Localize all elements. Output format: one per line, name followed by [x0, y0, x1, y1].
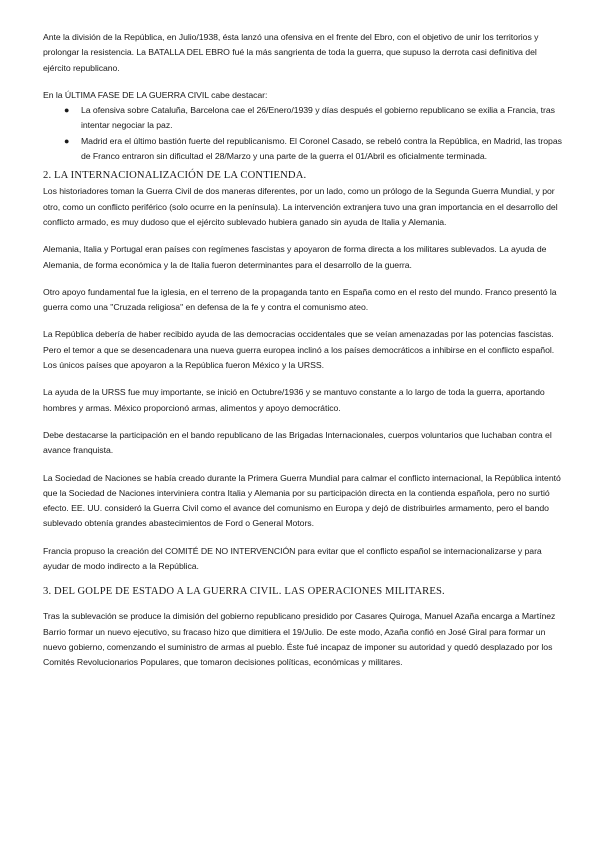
section-2-heading: 2. LA INTERNACIONALIZACIÓN DE LA CONTIENDA.: [43, 170, 307, 182]
body-paragraph: Alemania, Italia y Portugal eran países con regímenes fascistas y apoyaron de forma directa a los militares sublevados. La ayuda de Alemania, de forma económica y la de Italia fueron determinantes para el desarrollo de la guerra.: [43, 244, 547, 270]
body-paragraph: Tras la sublevación se produce la dimisión del gobierno republicano presidido por Casares Quiroga, Manuel Azaña encarga a Martínez Barrio formar un nuevo ejecutivo, su fracaso hizo que dimitiera el 19/Julio. De este modo, Azaña confió en José Giral para formar un nuevo gobierno, comenzando el suministro de armas al pueblo. Éste fué incapaz de imponer su autoridad y quedó desplazado por los Comités Revolucionarios Populares, que tomaron decisiones políticas, económicas y militares.: [43, 611, 556, 668]
intro-paragraph: Ante la división de la República, en Julio/1938, ésta lanzó una ofensiva en el frente del Ebro, con el objetivo de unir los territorios y prolongar la resistencia. La BATALLA DEL EBRO fué la más sangrienta de toda la guerra, que supuso la derrota casi definitiva del ejército republicano.: [43, 32, 539, 73]
final-phase-paragraph: En la ÚLTIMA FASE DE LA GUERRA CIVIL cabe destacar:: [43, 89, 268, 100]
final-phase-list: [43, 103, 562, 164]
body-paragraph: Debe destacarse la participación en el bando republicano de las Brigadas Internacionales, cuerpos voluntarios que luchaban contra el avance franquista.: [43, 429, 552, 456]
bullet-icon: ●: [64, 135, 70, 146]
body-paragraph: La República debería de haber recibido ayuda de las democracias occidentales que se veían amenazadas por las potencias fascistas. Pero el temor a que se desencadenara una nueva guerra europea inclinó a los países democráticos a inhibirse en el conflicto español. Los únicos países que apoyaron a la República fueron México y la URSS.: [43, 329, 555, 371]
bullet-icon: ●: [64, 105, 70, 116]
body-paragraph: Los historiadores toman la Guerra Civil de dos maneras diferentes, por un lado, como un prólogo de la Segunda Guerra Mundial, y por otro, como un conflicto periférico (solo ocurre en la península). La intervención extranjera tuvo una gran importancia en el desarrollo del conflicto armado, es muy dudoso que el ejército sublevado hubiera ganado sin ayuda de Italia y Alemania.: [43, 186, 558, 227]
list-item-text: Madrid era el último bastión fuerte del republicanismo. El Coronel Casado, se rebeló contra la República, en Madrid, las tropas de Franco entraron sin dificultad el 28/Marzo y una parte de la guerra el 01/Abril es oficialmente terminada.: [81, 135, 562, 162]
list-item: [64, 134, 562, 165]
body-paragraph: La ayuda de la URSS fue muy importante, se inició en Octubre/1936 y se mantuvo constante a lo largo de toda la guerra, aportando hombres y armas. México proporcionó armas, alimentos y apoyo democrático.: [43, 387, 545, 413]
body-paragraph: La Sociedad de Naciones se había creado durante la Primera Guerra Mundial para calmar el conflicto internacional, la República intentó que la Sociedad de Naciones interviniera contra Italia y Alemania por su participación directa en la contienda española, pero no surtió efecto. EE. UU. consideró la Guerra Civil como el avance del comunismo en Europa y dejó de distribuirles armamento, pero el bando sublevado obtenía grandes abastecimientos de Ford o General Motors.: [43, 472, 561, 529]
body-paragraph: Francia propuso la creación del COMITÉ DE NO INTERVENCIÓN para evitar que el conflicto español se internacionalizarse y para ayudar de modo indirecto a la República.: [43, 545, 542, 572]
list-item: [64, 103, 562, 134]
section-3-heading: 3. DEL GOLPE DE ESTADO A LA GUERRA CIVIL. LAS OPERACIONES MILITARES.: [43, 586, 445, 598]
body-paragraph: Otro apoyo fundamental fue la iglesia, en el terreno de la propaganda tanto en España como en el resto del mundo. Franco presentó la guerra como una "Cruzada religiosa" en defensa de la fe y contra el comunismo ateo.: [43, 286, 557, 313]
list-item-text: La ofensiva sobre Cataluña, Barcelona cae el 26/Enero/1939 y días después el gobierno republicano se exilia a Francia, tras intentar negociar la paz.: [81, 105, 555, 131]
